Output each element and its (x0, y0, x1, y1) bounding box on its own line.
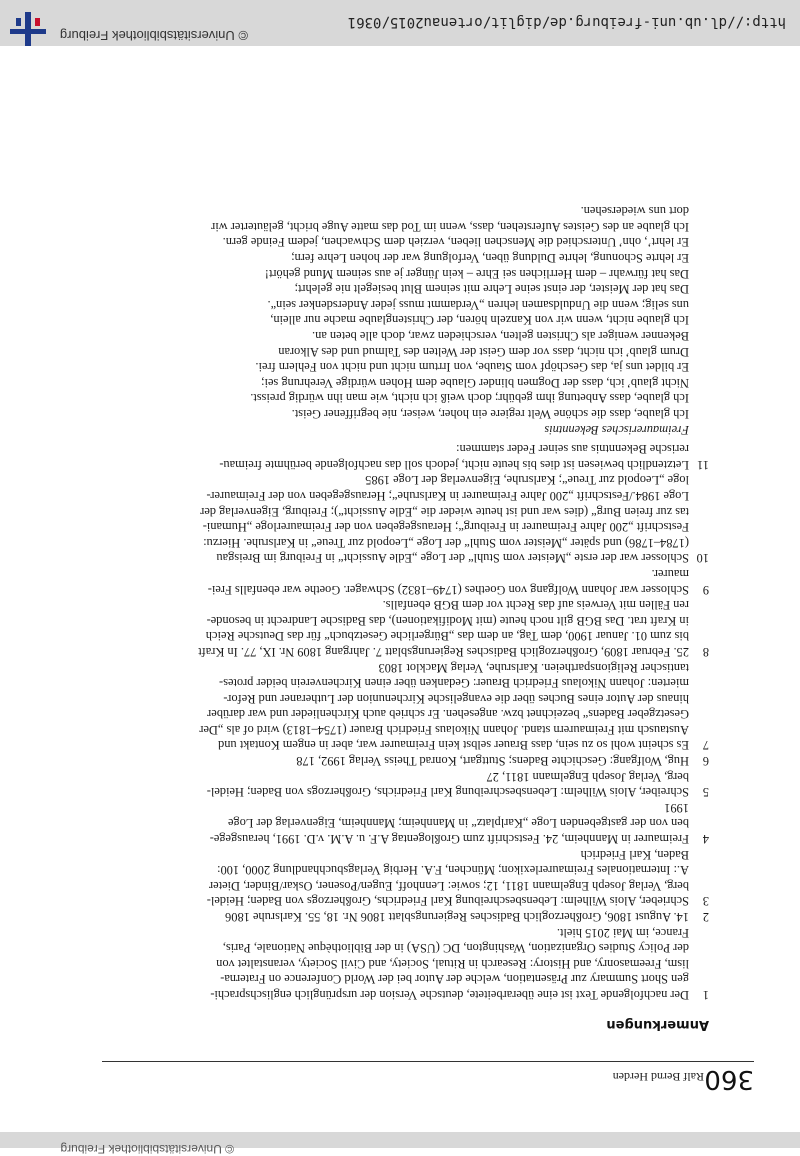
poem-line: Das hat der Meister, der einst seine Lehre mit seinem Blut besiegelt nie gelehrt; (294, 282, 689, 297)
note-line: der Policy Studies Organization, Washington, DC (USA) in der Bibliothèque Nationale, Paris, (222, 941, 689, 956)
note-line: ren Fällen mit Verweis auf das Recht vor dem BGB ebenfalls. (382, 598, 689, 613)
note-line: A.: Internationales Freimaurerlexikon; München, F.A. Herbig Verlagsbuchhandlung 2000, 100: (217, 863, 689, 878)
section-title: Anmerkungen (606, 1017, 709, 1032)
note-item (99, 768, 709, 799)
note-number: 6 (702, 754, 709, 769)
poem-line: Bekenner weniger als Christen gelten, verschieden zwar, doch alle beten an. (312, 329, 689, 344)
page-header (102, 1061, 754, 1092)
note-line: Freimaurer in Mannheim, 24. Festschrift zum Großlogentag A.F. u. A.M. v.D. 1991, herausgege- (209, 832, 689, 847)
footer (0, 0, 800, 46)
note-item (99, 753, 709, 769)
poem-line: Er lehrte Schonung, lehrte Duldung üben, Verfolgung war der hohen Lehre fern; (291, 251, 689, 266)
note-line: Schlosser war Johann Wolfgang von Goethes (1749–1832) Schwager. Goethe war ebenfalls Frei- (207, 582, 689, 597)
note-line: hinaus der Autor eines Buches über die evangelische Kirchenunion der Lutheraner und Refor- (223, 691, 689, 706)
note-number: 8 (702, 644, 709, 659)
note-line: (1784–1786) und später „Meister vom Stuhl“ der Loge „Leopold zur Treue“ in Karlsruhe. Hierzu: (203, 535, 689, 550)
poem-line: Er bildet uns ja, das Geschöpf vom Staube, von Irrtum nicht und nicht von Fehlern frei. (255, 360, 689, 375)
note-line: Gesetzgeber Badens“ bezeichnet bzw. angesehen. Er schrieb auch Kirchenlieder und war darüber (207, 707, 689, 722)
note-line: maurer. (651, 566, 689, 581)
note-item (99, 846, 709, 908)
note-line: rerische Bekenntnis aus seiner Feder stammen: (456, 442, 689, 457)
running-head: Ralf Bernd Herden (612, 1070, 704, 1084)
note-line: 25. Februar 1809, Großherzoglich Badisches Regierungsblatt 7. Jahrgang 1809 Nr. IX, 77. In Kraft (198, 644, 689, 659)
note-number: 4 (702, 832, 709, 847)
note-line: tantischer Religionspartheien. Karlsruhe, Verlag Macklot 1803 (378, 660, 689, 675)
poem-line: Ich glaube, dass Anbetung ihm gebühr; doch weiß ich nicht, wie man ihn würdig preisst. (250, 391, 689, 406)
note-line: mierten: Johann Nikolaus Friedrich Brauer: Gedanken über einen Kirchenverein beider protes- (219, 676, 689, 691)
poem-line: Er lehrt’, ohn’ Unterschied die Menschen lieben, verzieh dem Schwachen, jedem Feinde gern. (222, 235, 689, 250)
footer-url[interactable]: http://dl.ub.uni-freiburg.de/diglit/ortenau2015/0361 (347, 14, 786, 30)
poem-line: Drum glaub’ ich nicht, dass vor dem Geist der Welten des Talmud und des Alkoran (278, 344, 689, 359)
note-line: berg, Verlag Joseph Engelmann 1811, 27 (486, 769, 689, 784)
note-line: Baden, Karl Friedrich (580, 847, 689, 862)
note-line: ben von der gastgebenden Loge „Karlplatz“ in Mannheim; Mannheim, Eigenverlag der Loge (227, 816, 689, 831)
note-number: 1 (702, 988, 709, 1002)
note-item (99, 203, 709, 472)
note-line: Loge 1984./Festschrift „200 Jahre Freimaurer in Karlsruhe“; Herausgegeben von der Freimaurer- (206, 489, 689, 503)
note-line: Schrieber, Alois Wilhelm: Lebensbeschreibung Karl Friedrichs, Großherzogs von Baden; Heidel- (206, 894, 689, 909)
page-number: 360 (704, 1064, 754, 1094)
note-number: 5 (702, 785, 709, 800)
note-line: Der nachfolgende Text ist eine überarbeitete, deutsche Version der ursprünglich englischsprachi- (210, 988, 689, 1002)
notes-list (99, 203, 709, 1002)
poem-line: Nicht glaub’ ich, dass der Dogmen blinder Glaube dem Hohen würdige Verehrung sei; (261, 375, 689, 390)
note-line: Letztendlich bewiesen ist dies bis heute nicht, jedoch soll das nachfolgende berühmte freimau- (219, 457, 689, 472)
note-line: 1991 (664, 800, 689, 815)
note-line: France, im Mai 2015 hielt. (556, 925, 689, 940)
note-line: loge „Leopold zur Treue“; Karlsruhe, Eigenverlag der Loge 1985 (365, 473, 689, 488)
poem-line: dort uns wiedersehen. (580, 204, 689, 219)
note-number: 9 (702, 582, 709, 597)
poem-line: Ich glaube, dass die schöne Welt regiere ein hoher, weiser, nie begriffener Geist. (291, 407, 689, 422)
note-line: Festschrift „200 Jahre Freimaurer in Freiburg“; Herausgegeben von der Freimaurerloge „Humani- (202, 520, 689, 535)
note-number: 10 (696, 551, 709, 566)
note-item (99, 799, 709, 846)
note-line: Schlosser war der erste „Meister vom Stuhl“ der Loge „Edle Aussicht“ in Freiburg im Breisgau (216, 551, 689, 566)
note-line: Austausch mit Freimaurern stand. Johann Nikolaus Friedrich Brauer (1754–1813) wird of als „Der (199, 722, 689, 737)
note-line: Es scheint wohl so zu sein, dass Brauer selbst kein Freimaurer war, aber in engem Kontakt und (218, 738, 689, 753)
note-item (99, 597, 709, 659)
note-line: in Kraft trat. Das BGB gilt noch heute (mit Modifikationen), das Badische Landrecht in besonde- (206, 613, 689, 628)
note-item (99, 472, 709, 566)
note-line: tas zur freien Burg“ (dies war und ist heute wieder die „Edle Aussicht“); Freiburg, Eigenverlag der (200, 504, 689, 519)
poem-title: Freimaurerisches Bekenntnis (544, 422, 689, 437)
note-number: 11 (697, 457, 709, 472)
note-item (99, 565, 709, 596)
poem-line: Ich glaube an des Geistes Auferstehen, dass, wenn im Tod das matte Auge bricht, geläuterter wir (211, 219, 689, 234)
note-number: 7 (702, 738, 709, 753)
note-item (99, 924, 709, 1002)
note-line: 14. August 1806, Großherzoglich Badisches Regierungsblatt 1806 Nr. 18, 55. Karlsruhe 1806 (225, 910, 689, 925)
note-line: bis zum 01. Januar 1900, dem Tag, an dem das „Bürgerliche Gesetzbuch“ für das Deutsche Reich (205, 629, 689, 644)
top-credit: © Universitätsbibliothek Freiburg (60, 1142, 234, 1156)
note-line: lism, Freemasonry, and History: Research in Ritual, Society, and Civil Society, veranstaltet von (216, 956, 689, 971)
poem-line: Das hat fürwahr – dem Herrlichen sei Ehre – kein Jünger je aus seinem Mund gehört! (264, 266, 689, 281)
note-line: gen Short Summary zur Präsentation, welche der Autor bei der World Conference on Fraterna- (220, 972, 689, 987)
poem-line: Ich glaube nicht, wenn wir von Kanzeln hören, der Christenglaube mache nur allein, (270, 313, 689, 328)
note-item (99, 908, 709, 924)
note-line: berg, Verlag Joseph Engelmann 1811, 12; sowie: Lennhoff, Eugen/Posener, Oskar/Binder, Dieter (209, 878, 689, 893)
poem-line: uns selig; wenn die Unduldsamen lehren „Verdammt muss jeder Andersdenker sein“. (267, 297, 689, 312)
note-line: Hug, Wolfgang: Geschichte Badens; Stuttgart, Konrad Theiss Verlag 1992, 178 (296, 754, 689, 769)
note-number: 3 (702, 894, 709, 909)
note-line: Schreiber, Alois Wilhelm: Lebensbeschreibung Karl Friedrichs, Großherzogs von Baden; Heidel- (206, 785, 689, 800)
footer-credit: © Universitätsbibliothek Freiburg (59, 28, 248, 43)
note-item (99, 659, 709, 753)
university-logo-icon (8, 12, 48, 46)
note-number: 2 (702, 910, 709, 925)
